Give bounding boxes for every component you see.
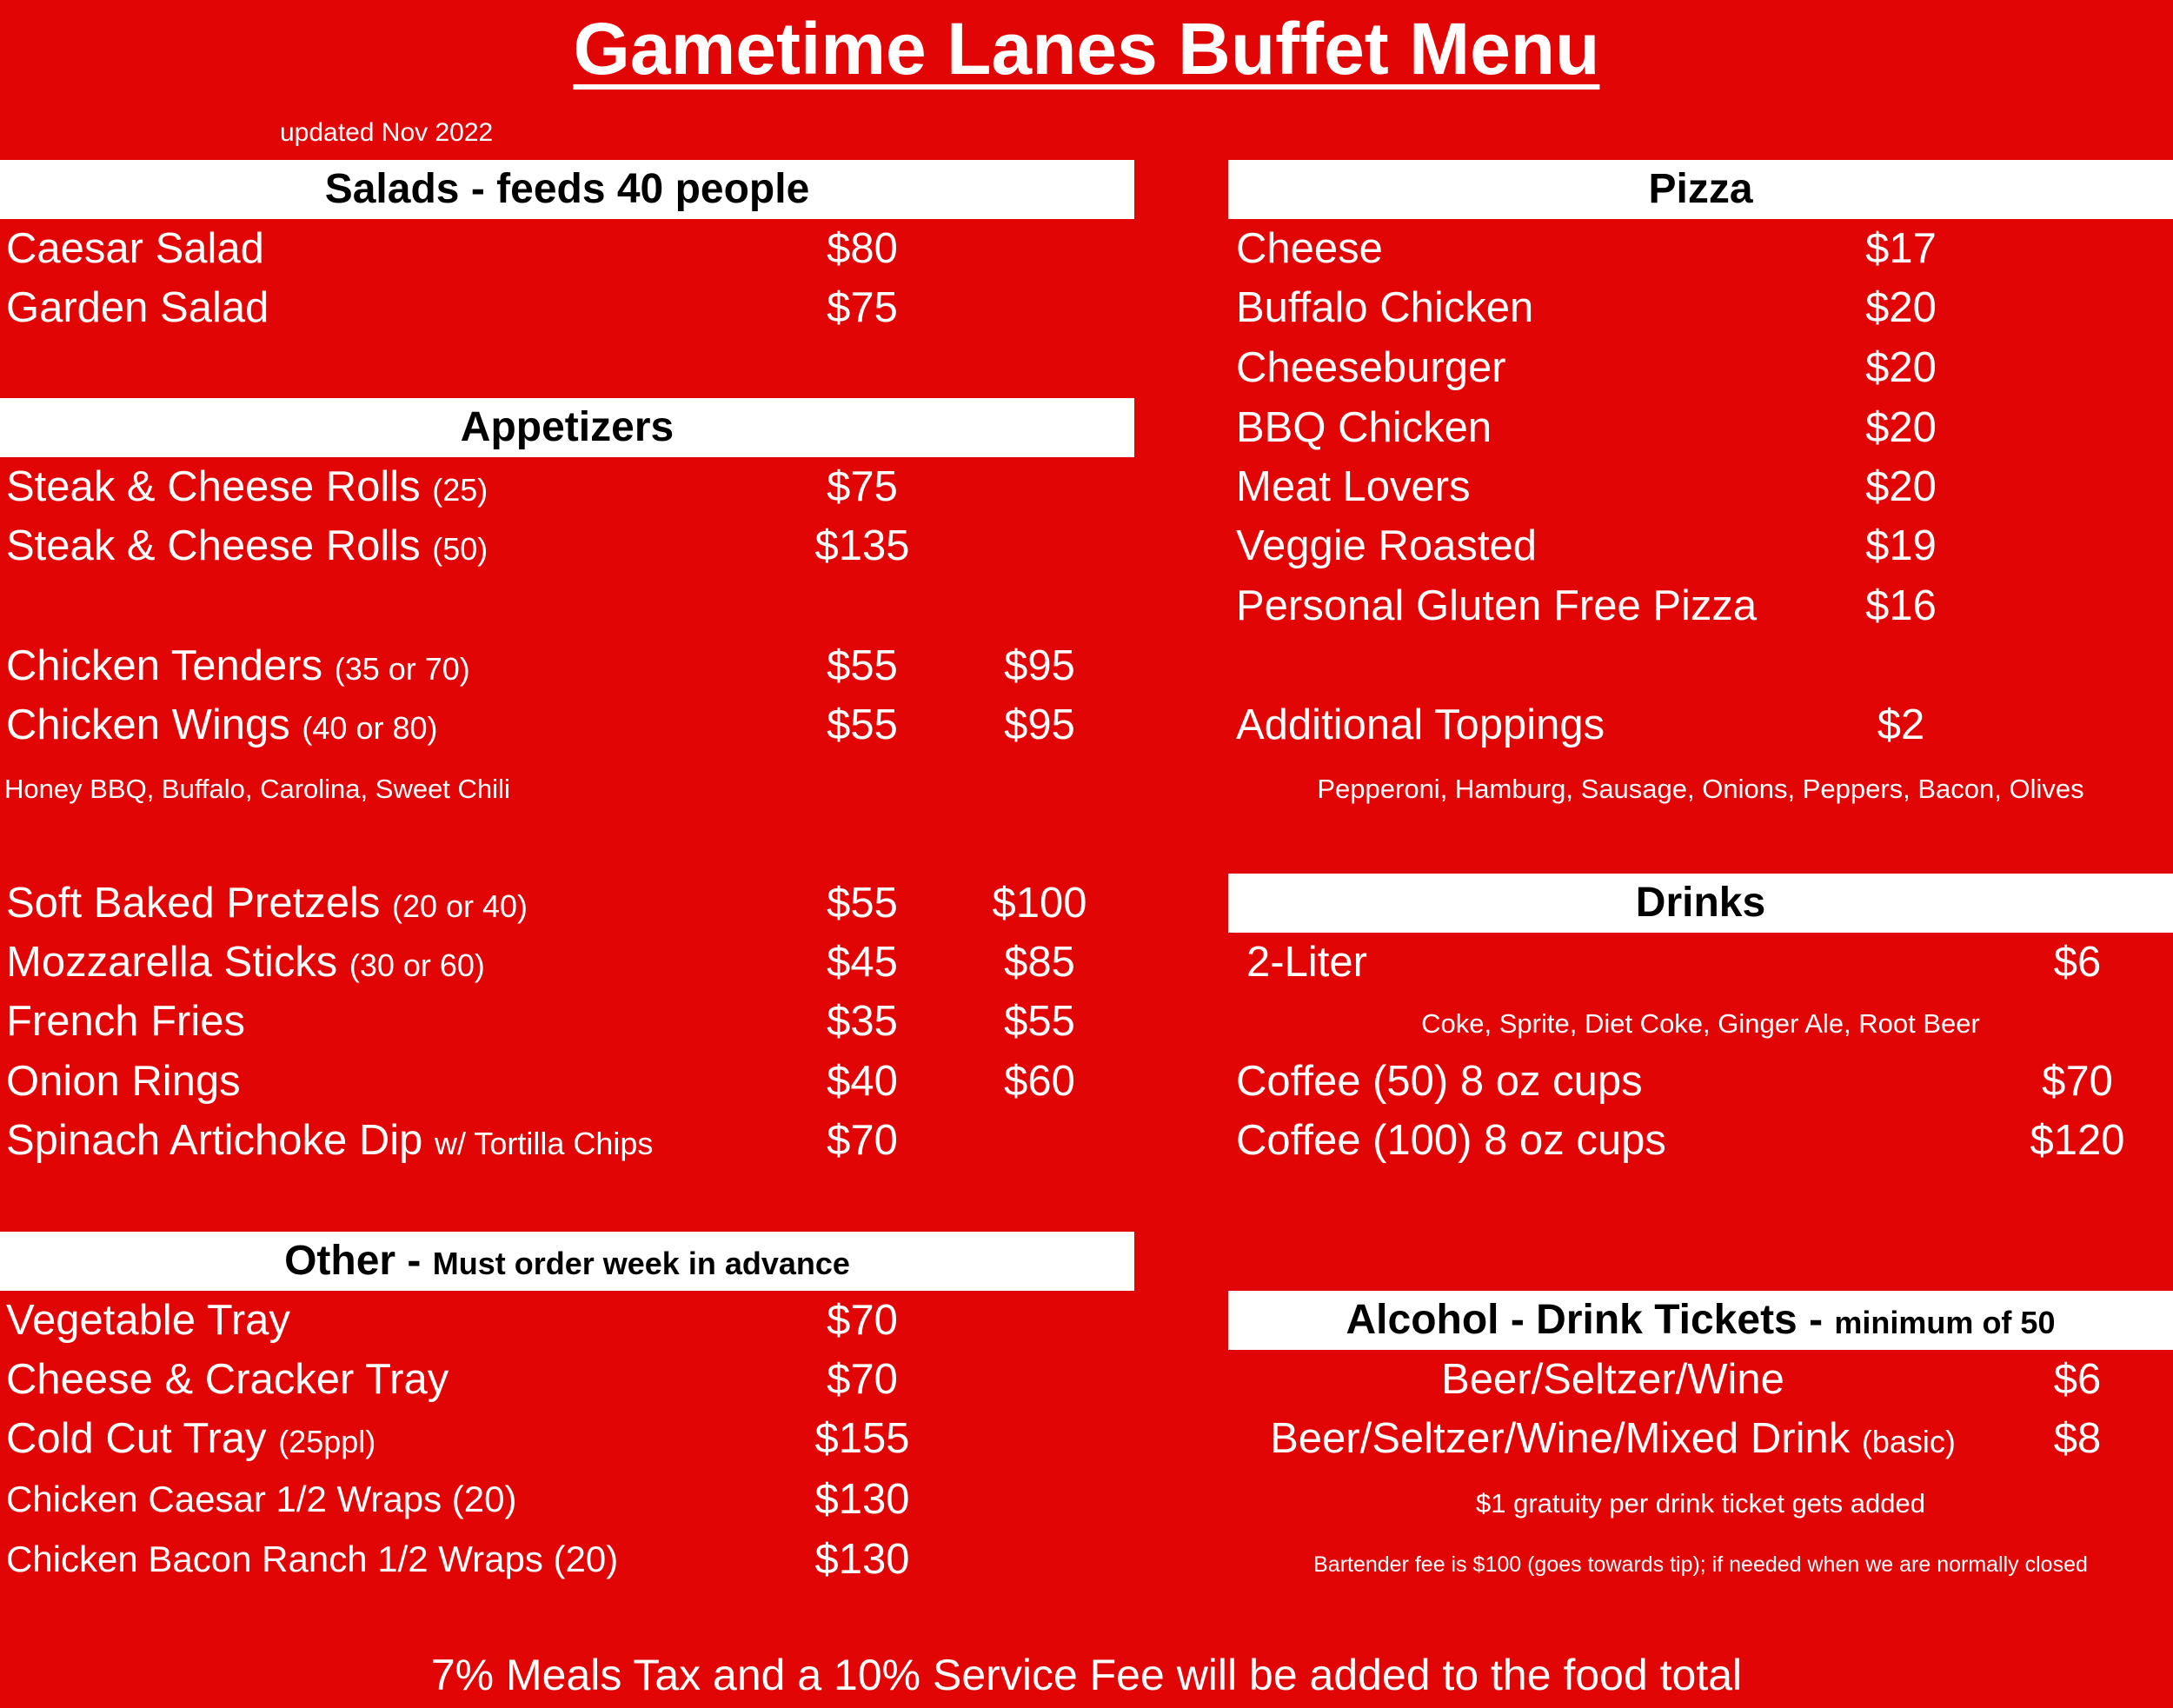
toppings-list: Pepperoni, Hamburg, Sausage, Onions, Peppers, Bacon, Olives [1317, 774, 2084, 804]
item-name: Onion Rings [6, 1058, 241, 1105]
item-price: $20 [1865, 344, 1937, 391]
pizza-item-name: Buffalo Chicken [1236, 284, 1534, 331]
item-price: $20 [1865, 284, 1937, 331]
item-qty: (25) [432, 472, 488, 508]
item-name: Steak & Cheese Rolls [6, 522, 421, 569]
appetizer-item-name [6, 457, 488, 516]
other-header-title: Other - [284, 1238, 422, 1284]
item-price: $8 [2053, 1415, 2102, 1462]
appetizer-item-name [6, 695, 437, 754]
item-price: $19 [1865, 522, 1937, 569]
drink-item-name: 2-Liter [1246, 939, 1367, 986]
item-name: Chicken Wings [6, 701, 290, 748]
other-item-name: Cheese & Cracker Tray [6, 1356, 449, 1403]
item-price: $130 [814, 1476, 910, 1523]
item-price: $6 [2053, 939, 2102, 986]
soda-list: Coke, Sprite, Diet Coke, Ginger Ale, Root Beer [1421, 1008, 1980, 1039]
item-price: $20 [1865, 463, 1937, 510]
appetizer-item-name [6, 992, 245, 1051]
toppings-label: Additional Toppings [1236, 701, 1605, 748]
alcohol-header [1228, 1291, 2173, 1350]
salad-garden-price: $75 [827, 284, 898, 331]
item-name: Spinach Artichoke Dip [6, 1117, 423, 1164]
item-name: Beer/Seltzer/Wine/Mixed Drink [1270, 1415, 1851, 1462]
item-qty: (40 or 80) [302, 710, 438, 746]
item-qty: w/ Tortilla Chips [435, 1126, 654, 1161]
item-price-large: $60 [1004, 1058, 1075, 1105]
pizza-header: Pizza [1228, 160, 2173, 219]
item-price-large: $85 [1004, 939, 1075, 986]
item-qty: (35 or 70) [334, 651, 470, 687]
item-price: $20 [1865, 404, 1937, 451]
pizza-item-name: Meat Lovers [1236, 463, 1471, 510]
salad-garden-name: Garden Salad [6, 284, 269, 331]
updated-date: updated Nov 2022 [280, 118, 494, 147]
appetizer-item-name [6, 516, 488, 575]
toppings-price: $2 [1877, 701, 1925, 748]
other-item-name: Chicken Bacon Ranch 1/2 Wraps (20) [6, 1539, 619, 1579]
pizza-item-name: Veggie Roasted [1236, 522, 1537, 569]
item-name: Mozzarella Sticks [6, 939, 338, 986]
pizza-item-name: Cheeseburger [1236, 344, 1506, 391]
pizza-item-name: BBQ Chicken [1236, 404, 1492, 451]
item-price: $70 [827, 1356, 898, 1403]
salads-header: Salads - feeds 40 people [0, 160, 1134, 219]
item-name: Chicken Tenders [6, 642, 323, 689]
item-price-large: $55 [1004, 998, 1075, 1045]
gratuity-note: $1 gratuity per drink ticket gets added [1476, 1488, 1925, 1519]
alcohol-item-name [1228, 1409, 1997, 1468]
item-price: $16 [1865, 582, 1937, 629]
item-price: $75 [827, 463, 898, 510]
appetizer-item-name [6, 1111, 653, 1170]
item-price: $45 [827, 939, 898, 986]
item-name: Soft Baked Pretzels [6, 880, 381, 927]
item-name: Steak & Cheese Rolls [6, 463, 421, 510]
drink-item-name: Coffee (50) 8 oz cups [1236, 1058, 1643, 1105]
salad-caesar-name: Caesar Salad [6, 225, 264, 272]
item-price: $55 [827, 880, 898, 927]
alcohol-header-title: Alcohol - Drink Tickets - [1346, 1297, 1824, 1343]
item-price: $130 [814, 1536, 910, 1583]
item-price: $155 [814, 1415, 910, 1462]
item-price: $120 [2030, 1117, 2125, 1164]
appetizer-item-name [6, 636, 470, 695]
item-price-large: $100 [992, 880, 1087, 927]
other-header-note: Must order week in advance [432, 1246, 850, 1281]
other-header [0, 1232, 1134, 1291]
appetizers-header: Appetizers [0, 398, 1134, 457]
drinks-header: Drinks [1228, 874, 2173, 933]
pizza-item-name: Personal Gluten Free Pizza [1236, 582, 1758, 629]
wing-flavors-note: Honey BBQ, Buffalo, Carolina, Sweet Chili [4, 774, 510, 804]
item-price: $55 [827, 701, 898, 748]
item-name: Cold Cut Tray [6, 1415, 267, 1462]
bartender-note: Bartender fee is $100 (goes towards tip); if needed when we are normally closed [1313, 1552, 2088, 1577]
item-price: $70 [827, 1297, 898, 1344]
appetizer-item-name [6, 1052, 241, 1111]
item-qty: (25ppl) [278, 1424, 376, 1459]
appetizer-item-name [6, 874, 528, 933]
other-item-name: Chicken Caesar 1/2 Wraps (20) [6, 1479, 517, 1519]
item-price: $70 [827, 1117, 898, 1164]
item-price: $70 [2042, 1058, 2113, 1105]
item-price: $17 [1865, 225, 1937, 272]
item-price-large: $95 [1004, 701, 1075, 748]
item-price: $35 [827, 998, 898, 1045]
other-item-name: Vegetable Tray [6, 1297, 290, 1344]
item-qty: (50) [432, 531, 488, 567]
item-qty: (basic) [1861, 1424, 1956, 1459]
alcohol-item-name: Beer/Seltzer/Wine [1441, 1356, 1784, 1403]
item-price: $135 [814, 522, 910, 569]
alcohol-header-note: minimum of 50 [1834, 1305, 2056, 1340]
item-price: $6 [2053, 1356, 2102, 1403]
tax-footer: 7% Meals Tax and a 10% Service Fee will be added to the food total [430, 1651, 1743, 1699]
item-qty: (20 or 40) [391, 888, 528, 924]
item-price-large: $95 [1004, 642, 1075, 689]
drink-item-name: Coffee (100) 8 oz cups [1236, 1117, 1666, 1164]
item-price: $40 [827, 1058, 898, 1105]
menu-title: Gametime Lanes Buffet Menu [573, 8, 1600, 90]
salad-caesar-price: $80 [827, 225, 898, 272]
other-item-name [6, 1409, 375, 1468]
item-qty: (30 or 60) [349, 947, 485, 983]
item-name: French Fries [6, 998, 246, 1045]
item-price: $55 [827, 642, 898, 689]
pizza-item-name: Cheese [1236, 225, 1383, 272]
appetizer-item-name [6, 933, 485, 992]
